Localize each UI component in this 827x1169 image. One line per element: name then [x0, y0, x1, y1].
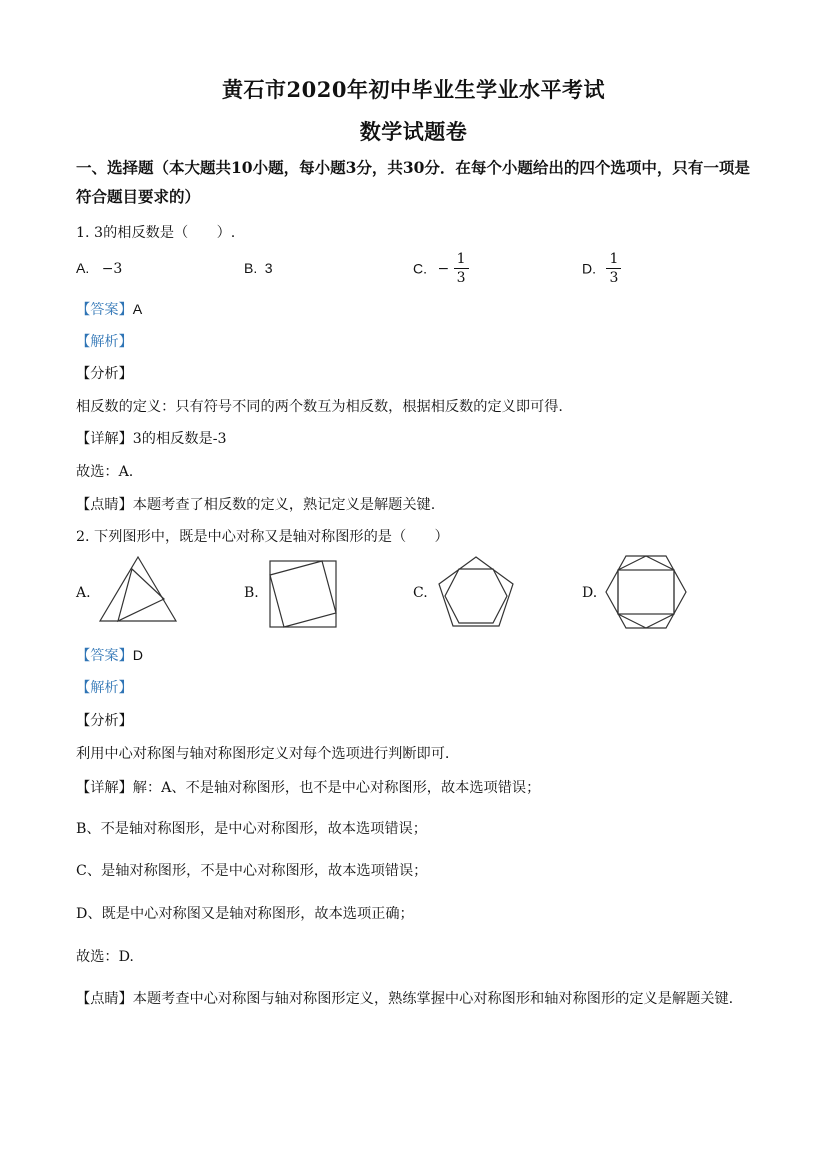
q2-comment-tag: 【点睛】 — [76, 991, 133, 1007]
q2-figure-d-hexagon-square — [604, 554, 688, 630]
q1-option-b-value: 3 — [264, 260, 273, 276]
q2-figure-a-triangles — [96, 555, 182, 625]
q1-comment-tag: 【点睛】 — [76, 497, 133, 513]
q2-comment-text: 本题考查中心对称图与轴对称图形定义，熟练掌握中心对称图形和轴对称图形的定义是解题关键. — [132, 991, 734, 1007]
q1-option-d-label: D. — [582, 260, 596, 277]
q1-stem: 1. 3的相反数是（ ）. — [76, 225, 236, 241]
q1-choose: 故选：A. — [76, 464, 134, 480]
q1-detail-tag: 【详解】 — [76, 431, 133, 447]
q2-detail-b: B、不是轴对称图形，是中心对称图形，故本选项错误； — [76, 821, 427, 837]
q2-detail-c: C、是轴对称图形，不是中心对称图形，故本选项错误； — [76, 863, 428, 879]
section-heading: 一、选择题（本大题共10小题，每小题3分，共30分．在每个小题给出的四个选项中，只有一项是符合题目要求的） — [76, 158, 750, 206]
q1-jiexi-tag: 【解析】 — [76, 334, 133, 350]
q1-detail — [76, 428, 756, 448]
q1-option-d-numerator: 1 — [606, 250, 621, 269]
q1-option-b-label: B. — [244, 260, 258, 276]
q2-answer-value: D — [132, 648, 144, 664]
q2-comment — [76, 983, 756, 1015]
q2-detail-d: D、既是中心对称图又是轴对称图形，故本选项正确； — [76, 906, 414, 922]
q1-option-b — [244, 260, 272, 277]
q1-option-d-denominator: 3 — [609, 270, 619, 286]
q1-answer — [76, 299, 756, 319]
q1-option-c-sign: − — [437, 260, 450, 277]
q2-figure-b-squares — [268, 559, 338, 629]
q1-option-c-label: C. — [413, 260, 427, 277]
q1-option-c — [413, 250, 469, 287]
q1-option-c-denominator: 3 — [456, 270, 466, 286]
exam-title: 黄石市2020年初中毕业生学业水平考试 — [222, 77, 605, 102]
q2-choose: 故选：D. — [76, 949, 134, 965]
q1-comment — [76, 494, 756, 514]
q2-label-d: D. — [582, 585, 598, 601]
q2-label-a: A. — [76, 585, 91, 601]
q1-option-a-label: A. — [76, 260, 90, 276]
q2-answer-tag: 【答案】 — [76, 648, 133, 664]
q1-option-c-fraction — [454, 250, 469, 287]
q1-detail-text: 3的相反数是-3 — [132, 431, 227, 447]
q1-comment-text: 本题考查了相反数的定义，熟记定义是解题关键. — [132, 497, 436, 513]
q2-detail-a — [76, 777, 756, 797]
exam-subtitle: 数学试题卷 — [359, 119, 468, 144]
q2-answer — [76, 645, 756, 665]
q1-option-a — [76, 260, 122, 277]
q1-analysis: 相反数的定义：只有符号不同的两个数互为相反数，根据相反数的定义即可得. — [76, 399, 563, 415]
q2-jiexi-tag: 【解析】 — [76, 680, 133, 696]
q1-answer-value: A — [132, 302, 143, 318]
q2-figure-c-pentagon-hexagon — [436, 555, 516, 629]
q1-answer-tag: 【答案】 — [76, 302, 133, 318]
q1-option-a-value: −3 — [101, 261, 123, 277]
q2-fenxi-tag: 【分析】 — [76, 713, 133, 729]
q2-label-c: C. — [413, 585, 428, 601]
q2-detail-a-text: 解：A、不是轴对称图形，也不是中心对称图形，故本选项错误； — [132, 780, 541, 796]
q2-detail-tag: 【详解】 — [76, 780, 133, 796]
q1-option-c-numerator: 1 — [454, 250, 469, 269]
q1-option-d-fraction — [606, 250, 621, 287]
q2-stem: 2. 下列图形中，既是中心对称又是轴对称图形的是（ ） — [76, 529, 449, 545]
q1-fenxi-tag: 【分析】 — [76, 366, 133, 382]
q2-label-b: B. — [244, 585, 259, 601]
q2-analysis: 利用中心对称图与轴对称图形定义对每个选项进行判断即可. — [76, 746, 450, 762]
q1-option-d — [582, 250, 621, 287]
